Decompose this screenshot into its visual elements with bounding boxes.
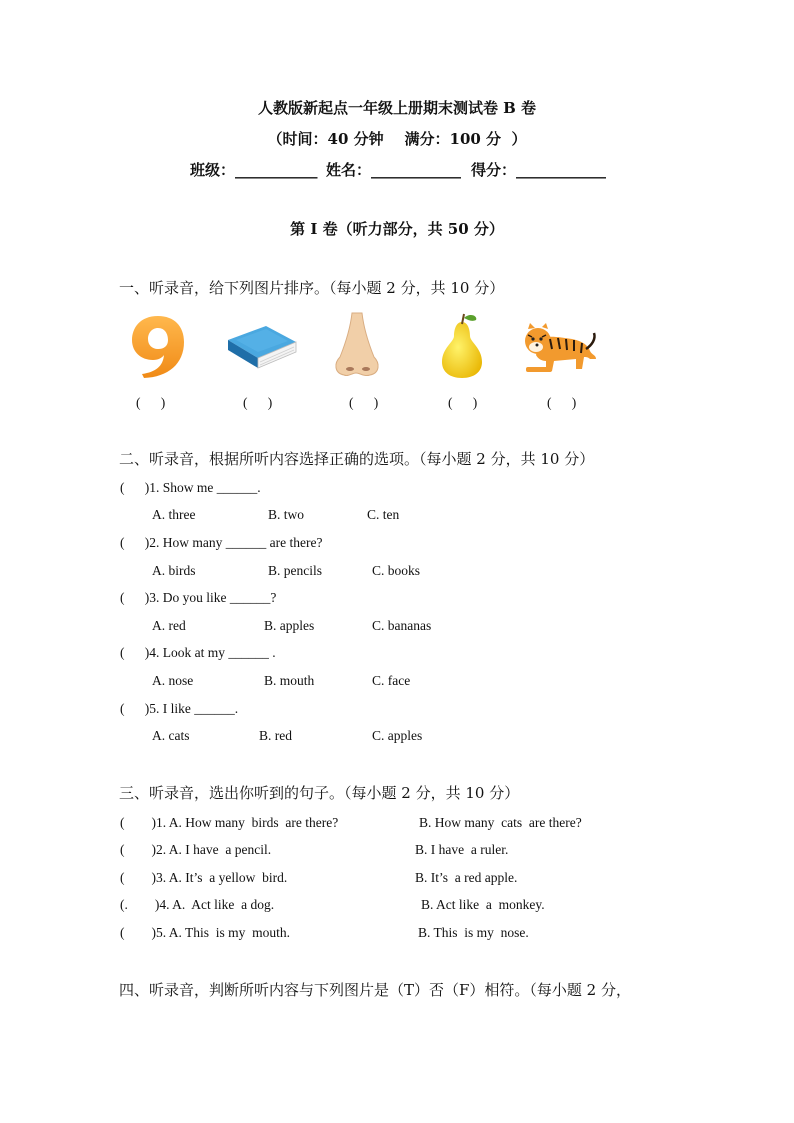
exam-title: 人教版新起点一年级上册期末测试卷 B 卷 [257, 99, 537, 117]
option-a: A. red [152, 618, 186, 633]
option-b: B. mouth [264, 673, 315, 688]
option-b: B. pencils [268, 563, 322, 578]
option-c: C. ten [367, 507, 400, 522]
question-stem: ( )3. Do you like ______? [120, 590, 277, 605]
question-stem: ( )5. I like ______. [120, 701, 239, 716]
part-title: 第 I 卷（听力部分，共 50 分） [290, 220, 504, 238]
name-field: 姓名：____________ [326, 161, 462, 179]
option-c: C. face [372, 673, 411, 688]
option-a: A. nose [152, 673, 194, 688]
question-stem: ( )1. Show me ______. [120, 480, 261, 495]
option-a: A. three [152, 507, 196, 522]
option-b: B. two [268, 507, 305, 522]
book-icon [224, 320, 298, 376]
exam-subtitle: （时间：40 分钟 满分：100 分 ） [267, 130, 527, 148]
score-field: 得分：____________ [471, 161, 607, 179]
choice-a: ( )3. A. It’s a yellow bird. [120, 870, 288, 885]
choice-a: ( )2. A. I have a pencil. [120, 842, 272, 857]
question-stem: ( )2. How many ______ are there? [120, 535, 323, 550]
section2-heading: 二、听录音，根据所听内容选择正确的选项。（每小题 2 分，共 10 分） [119, 450, 595, 468]
answer-blank-3[interactable]: ( ) [349, 395, 379, 410]
choice-a: (. )4. A. Act like a dog. [120, 897, 275, 912]
answer-blank-1[interactable]: ( ) [136, 395, 166, 410]
option-c: C. books [372, 563, 421, 578]
choice-a: ( )5. A. This is my mouth. [120, 925, 291, 940]
choice-b: B. I have a ruler. [415, 842, 509, 857]
choice-a: ( )1. A. How many birds are there? [120, 815, 339, 830]
option-a: A. cats [152, 728, 190, 743]
option-a: A. birds [152, 563, 196, 578]
option-c: C. apples [372, 728, 423, 743]
option-b: B. apples [264, 618, 315, 633]
option-b: B. red [259, 728, 292, 743]
section3-heading: 三、听录音，选出你听到的句子。（每小题 2 分，共 10 分） [119, 784, 520, 802]
option-c: C. bananas [372, 618, 432, 633]
choice-b: B. This is my nose. [418, 925, 529, 940]
nose-icon [330, 311, 386, 383]
tiger-icon [520, 315, 598, 381]
section1-heading: 一、听录音，给下列图片排序。（每小题 2 分，共 10 分） [119, 279, 505, 297]
choice-b: B. Act like a monkey. [421, 897, 545, 912]
section4-heading: 四、听录音，判断所听内容与下列图片是（T）否（F）相符。（每小题 2 分， [119, 981, 631, 999]
choice-b: B. It’s a red apple. [415, 870, 518, 885]
answer-blank-4[interactable]: ( ) [448, 395, 478, 410]
question-stem: ( )4. Look at my ______ . [120, 645, 276, 660]
answer-blank-5[interactable]: ( ) [547, 395, 577, 410]
pear-icon [436, 312, 488, 384]
choice-b: B. How many cats are there? [419, 815, 582, 830]
answer-blank-2[interactable]: ( ) [243, 395, 273, 410]
class-field: 班级：___________ [190, 161, 318, 179]
number-nine-icon [128, 314, 190, 384]
